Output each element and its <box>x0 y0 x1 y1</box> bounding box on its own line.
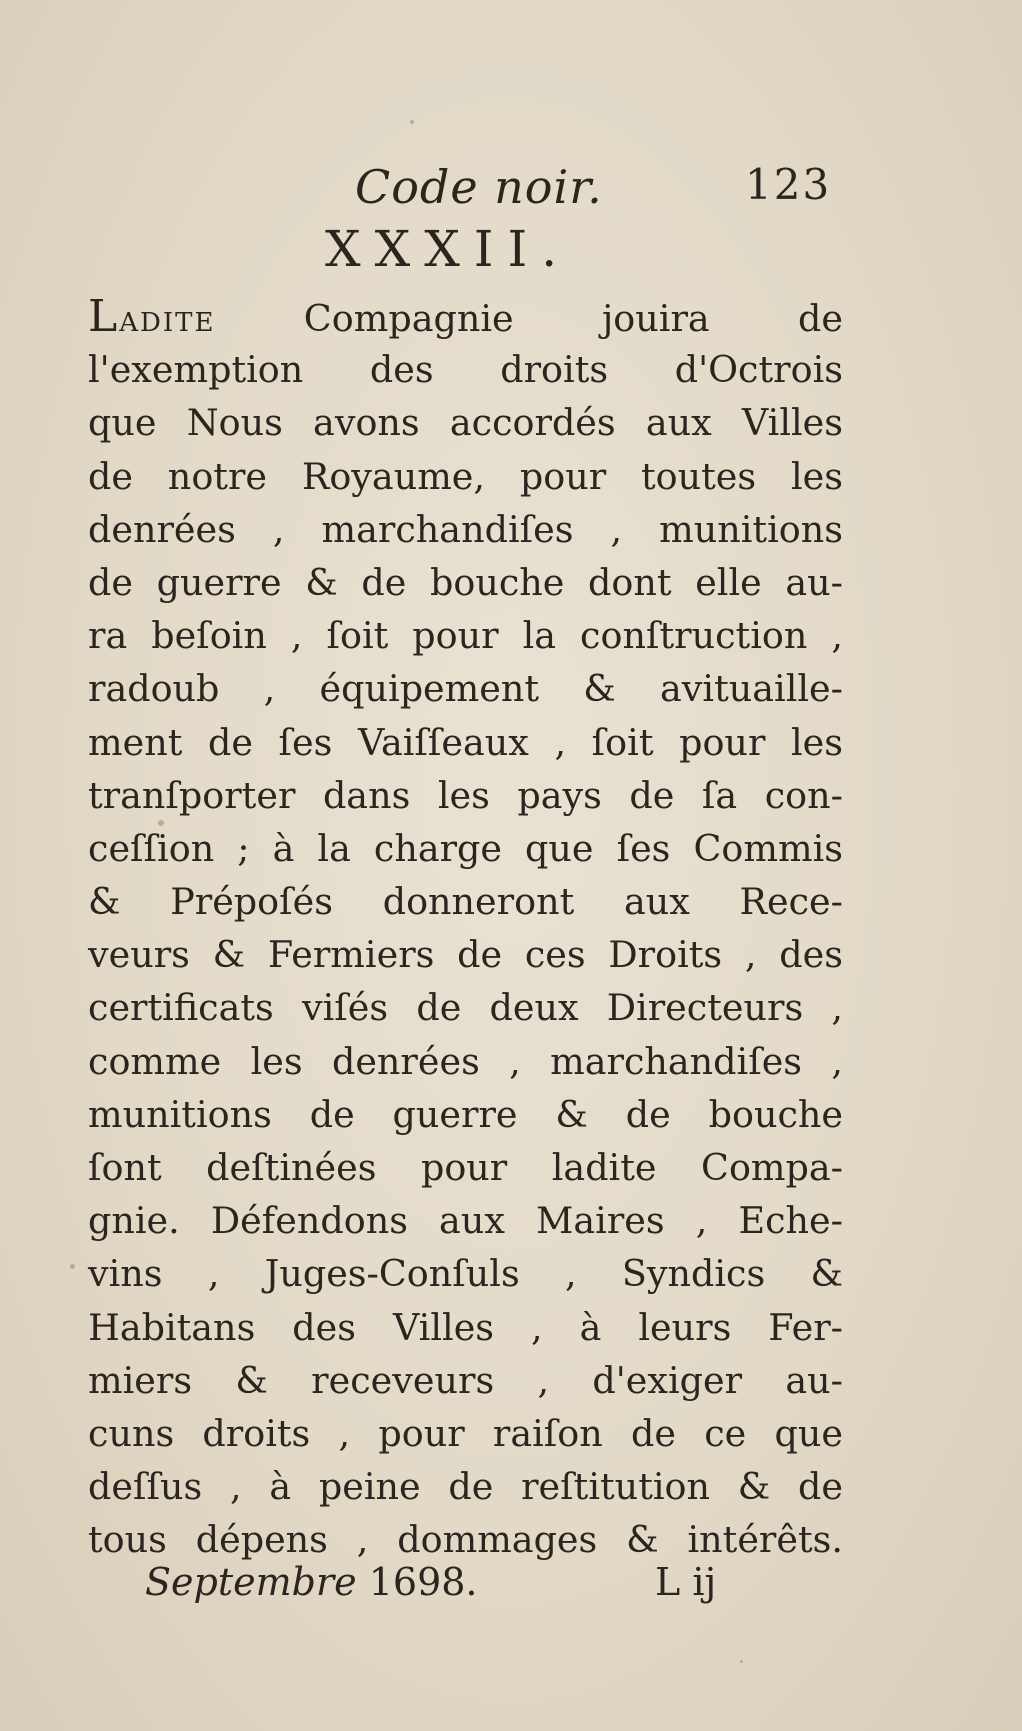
running-title: Code noir. <box>355 160 603 214</box>
text-line: ceſſion ; à la charge que ſes Commis <box>88 826 843 870</box>
page-header <box>0 160 1022 220</box>
text-line: de guerre & de bouche dont elle au- <box>88 560 843 604</box>
small-caps-word: adite <box>119 297 216 340</box>
page-number: 123 <box>745 160 832 209</box>
paper-speck <box>158 820 164 826</box>
text-line: ment de ſes Vaiſſeaux , ſoit pour les <box>88 720 843 764</box>
text-line: tous dépens , dommages & intérêts. <box>88 1518 843 1562</box>
article-number: XXXII. <box>325 220 572 278</box>
article-text <box>88 290 843 1567</box>
text-line: de notre Royaume, pour toutes les <box>88 454 843 498</box>
footer-month: Septembre <box>145 1560 357 1604</box>
paper-speck <box>410 120 414 124</box>
signature-mark: L ij <box>655 1560 717 1604</box>
text-line: certificats viſés de deux Directeurs , <box>88 986 843 1030</box>
line-remainder: Compagnie jouira de <box>215 297 843 340</box>
text-line: radoub , équipement & avituaille- <box>88 667 843 711</box>
text-line: gnie. Défendons aux Maires , Eche- <box>88 1199 843 1243</box>
paper-speck <box>740 1660 743 1663</box>
drop-capital: L <box>88 291 120 342</box>
text-line: veurs & Fermiers de ces Droits , des <box>88 933 843 977</box>
text-line: & Prépoſés donneront aux Rece- <box>88 880 843 924</box>
text-line: cuns droits , pour raiſon de ce que <box>88 1411 843 1455</box>
text-line: comme les denrées , marchandiſes , <box>88 1039 843 1083</box>
text-line: Habitans des Villes , à leurs Fer- <box>88 1305 843 1349</box>
text-line: que Nous avons accordés aux Villes <box>88 401 843 445</box>
text-line: miers & receveurs , d'exiger au- <box>88 1358 843 1402</box>
footer-date <box>145 1560 478 1604</box>
text-line: tranſporter dans les pays de ſa con- <box>88 773 843 817</box>
text-line: munitions de guerre & de bouche <box>88 1092 843 1136</box>
text-line: ſont deſtinées pour ladite Compa- <box>88 1146 843 1189</box>
footer-year: 1698. <box>368 1560 478 1604</box>
text-line: l'exemption des droits d'Octrois <box>88 348 843 392</box>
text-line: ra beſoin , ſoit pour la conſtruction , <box>88 614 843 658</box>
text-line <box>88 290 843 343</box>
paper-speck <box>70 1264 75 1269</box>
text-line: vins , Juges-Conſuls , Syndics & <box>88 1252 843 1296</box>
page-footer <box>0 1560 1022 1620</box>
text-line: denrées , marchandiſes , munitions <box>88 507 843 551</box>
text-line: deſſus , à peine de reſtitution & de <box>88 1465 843 1509</box>
